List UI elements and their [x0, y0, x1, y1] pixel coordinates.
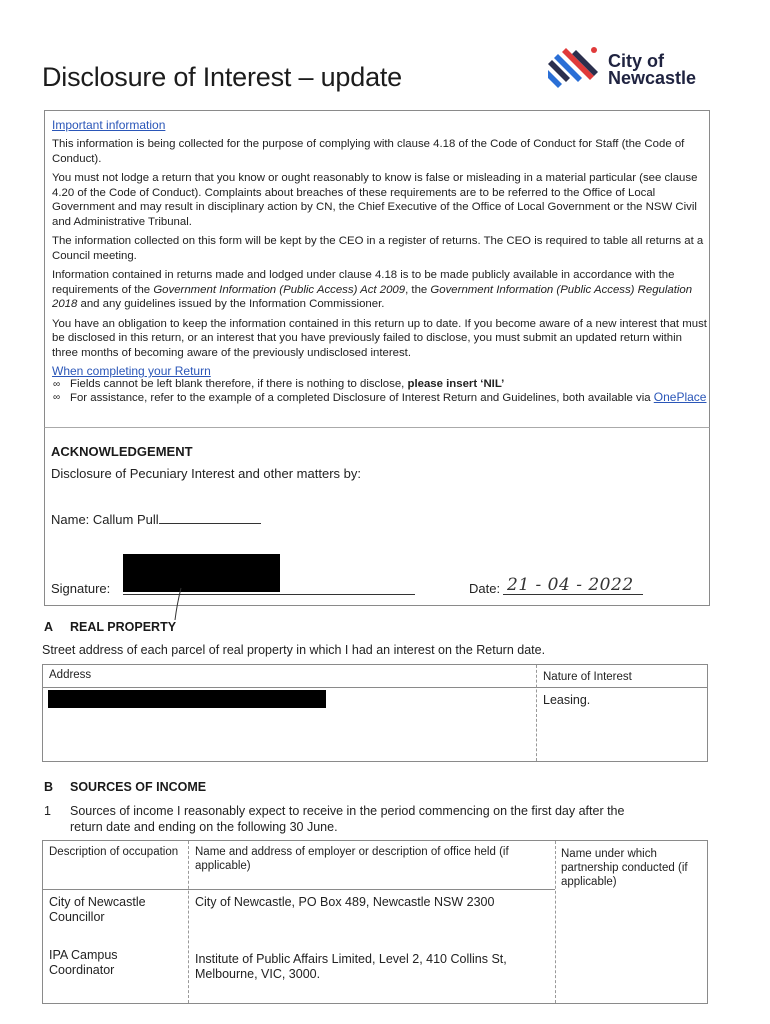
section-b-item-number: 1 — [44, 804, 51, 818]
signature-stroke-icon — [165, 586, 195, 622]
info-paragraph-1: This information is being collected for the purpose of complying with clause 4.18 of the Code of Conduct for Staff (the Code of Conduct). — [52, 138, 685, 165]
income-row-2-employer[interactable]: Institute of Public Affairs Limited, Level 2, 410 Collins St, Melbourne, VIC, 3000. — [195, 952, 507, 981]
bullet-icon: ∞ — [53, 379, 61, 390]
bullet-item-1: ∞ Fields cannot be left blank therefore, if there is nothing to disclose, please insert ‘NIL’ — [53, 378, 505, 390]
income-row-1-employer[interactable]: City of Newcastle, PO Box 489, Newcastle NSW 2300 — [195, 895, 495, 909]
oneplace-link[interactable]: OnePlace — [653, 390, 707, 404]
section-a-heading: A REAL PROPERTY — [44, 620, 177, 634]
section-b-heading: B SOURCES OF INCOME — [44, 780, 207, 794]
section-b-item-line-1: Sources of income I reasonably expect to receive in the period commencing on the first day after the — [70, 804, 625, 818]
signature-label: Signature: — [51, 581, 111, 596]
date-label: Date: — [469, 581, 501, 596]
acknowledgement-subtitle: Disclosure of Pecuniary Interest and other matters by: — [51, 466, 361, 481]
nature-column-header: Nature of Interest — [543, 671, 632, 683]
date-line — [503, 594, 643, 595]
section-a-description: Street address of each parcel of real property in which I had an interest on the Return date. — [42, 643, 546, 657]
address-column-header: Address — [49, 669, 92, 681]
name-field[interactable]: Name: Callum Pull — [51, 512, 261, 527]
date-value[interactable]: 21 - 04 - 2022 — [507, 575, 634, 595]
sources-of-income-table — [42, 840, 708, 1004]
bullet-icon: ∞ — [53, 392, 61, 403]
income-row-2-occupation[interactable]: IPA Campus Coordinator — [49, 948, 118, 977]
acknowledgement-title: ACKNOWLEDGEMENT — [51, 444, 193, 459]
info-paragraph-4: Information contained in returns made and lodged under clause 4.18 is to be made publicly available in accordance with the requirements of the Government Information (Public Access) Act 2009, the Government Information (Public Access) Regulation 2018 and any guidelines issued by the Information Commissioner. — [52, 269, 693, 310]
page-title: Disclosure of Interest – update — [42, 62, 403, 92]
section-b-item-line-2: return date and ending on the following 30 June. — [70, 820, 338, 834]
employer-column-header: Name and address of employer or description of office held (if applicable) — [195, 846, 509, 872]
bullet-item-2: ∞ For assistance, refer to the example of a completed Disclosure of Interest Return and Guidelines, both available via OnePlace — [53, 390, 707, 404]
important-information-heading: Important information — [52, 118, 166, 132]
real-property-table — [42, 664, 708, 762]
occupation-column-header: Description of occupation — [49, 846, 179, 858]
important-information-box — [44, 110, 710, 428]
partnership-column-header: Name under which partnership conducted (if applicable) — [561, 848, 688, 888]
address-redaction — [48, 690, 326, 708]
acknowledgement-box — [44, 428, 710, 606]
info-paragraph-3: The information collected on this form will be kept by the CEO in a register of returns. The CEO is required to table all returns at a Council meeting. — [52, 235, 704, 262]
when-completing-heading: When completing your Return — [52, 364, 211, 378]
signature-redaction — [123, 554, 280, 592]
info-paragraph-2: You must not lodge a return that you know or ought reasonably to know is false or misleading in a material particular (see clause 4.20 of the Code of Conduct). Complaints about breaches of these requirements are to be referred to the Office of Local Government and may result in disciplinary action by CN, the Chief Executive of the Office of Local Government or the NSW Civil and Administrative Tribunal. — [52, 172, 698, 228]
nature-value[interactable]: Leasing. — [543, 693, 591, 707]
info-paragraph-5: You have an obligation to keep the information contained in this return up to date. If you become aware of a new interest that must be disclosed in this return, or an interest that you have previously failed to disclose, you must submit an updated return within three months of becoming aware of the previously undisclosed interest. — [52, 317, 707, 359]
logo-text: City of Newcastle — [608, 51, 697, 88]
income-row-1-occupation[interactable]: City of Newcastle Councillor — [49, 895, 146, 924]
